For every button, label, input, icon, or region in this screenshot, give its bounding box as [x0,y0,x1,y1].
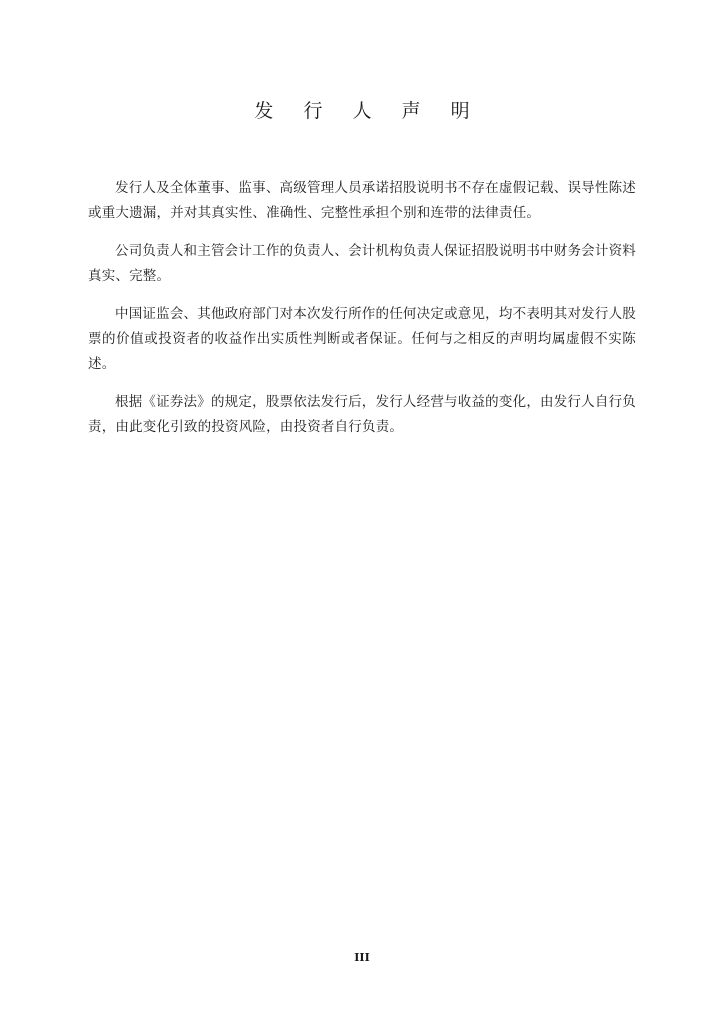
statement-paragraph-4: 根据《证券法》的规定，股票依法发行后，发行人经营与收益的变化，由发行人自行负责，由此变化引致的投资风险，由投资者自行负责。 [88,394,636,435]
page-title: 发 行 人 声 明 [254,100,482,122]
statement-body [88,176,636,453]
statement-paragraph-3: 中国证监会、其他政府部门对本次发行所作的任何决定或意见，均不表明其对发行人股票的价值或投资者的收益作出实质性判断或者保证。任何与之相反的声明均属虚假不实陈述。 [88,306,636,372]
page-number: III [354,951,370,964]
statement-paragraph-1: 发行人及全体董事、监事、高级管理人员承诺招股说明书不存在虚假记载、误导性陈述或重大遗漏，并对其真实性、准确性、完整性承担个别和连带的法律责任。 [88,180,636,221]
statement-paragraph-2: 公司负责人和主管会计工作的负责人、会计机构负责人保证招股说明书中财务会计资料真实、完整。 [88,243,636,284]
